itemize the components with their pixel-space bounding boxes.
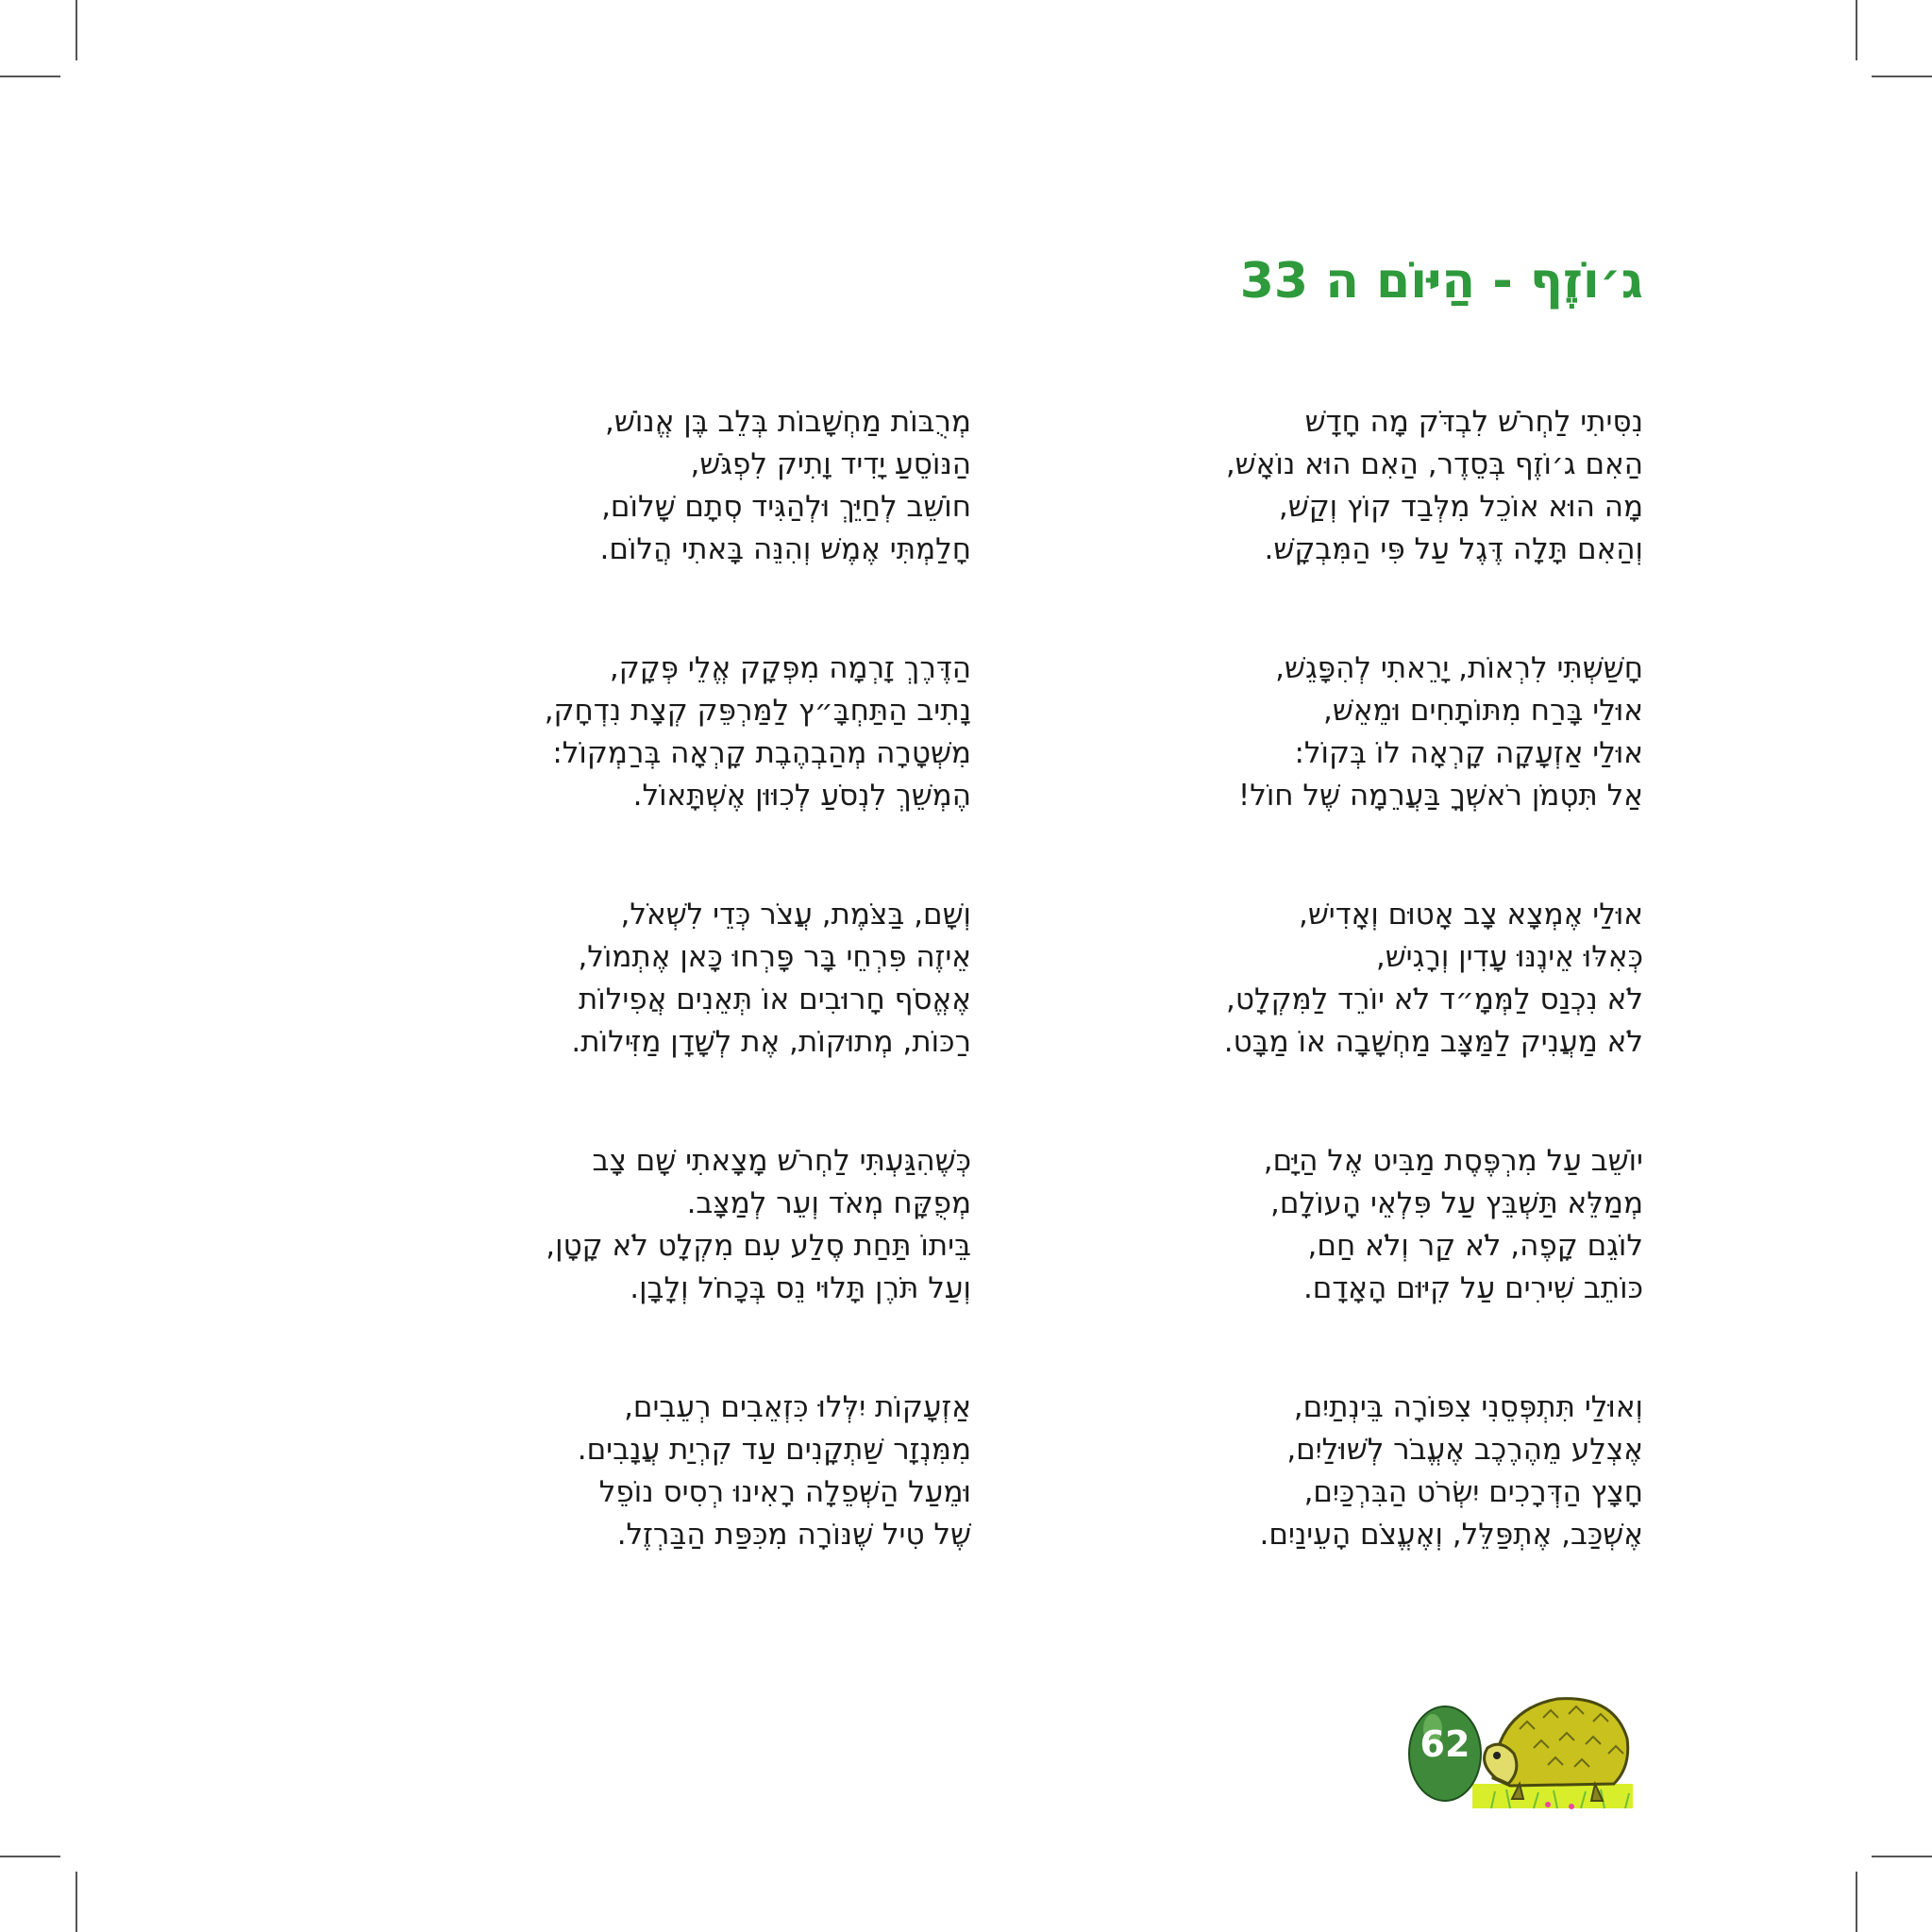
stanza: [1115, 401, 1643, 571]
poem-line: הֶמְשֵׁךְ לִנְסֹעַ לְכִוּוּן אֶשְׁתָּאוֹל.: [632, 779, 971, 813]
poem-line: נִסִּיתִי לַחְרֹשׁ לִבְדֹּק מָה חָדָשׁ: [1304, 405, 1643, 439]
stanza: [443, 647, 971, 817]
poem-line: אוּלַי אַזְעָקָה קָרְאָה לוֹ בְּקוֹל:: [1294, 736, 1643, 770]
poem-line: אֵיזֶה פִּרְחֵי בָּר פָּרְחוּ כָּאן אֶתְמוֹל,: [578, 940, 971, 974]
crop-mark: [1856, 1872, 1857, 1932]
poem-line: חָשַׁשְׁתִּי לִרְאוֹת, יָרֵאתִי לְהִפָּגֵשׁ,: [1275, 651, 1643, 685]
poem-line: מִמִּנְזָר שַׁתְקָנִים עַד קִרְיַת עֲנָבִים.: [577, 1433, 971, 1467]
poem-line: מְרֻבּוֹת מַחְשָׁבוֹת בְּלֵב בֶּן אֱנוֹשׁ,: [605, 405, 971, 439]
poem-line: אֶצְלַע מֵהֶרֶכֶב אֶעֱבֹר לְשׁוּלַיִם,: [1286, 1433, 1643, 1467]
poem-line: אֶאֱסֹף חָרוּבִים אוֹ תְּאֵנִים אֲפִילוֹת: [578, 983, 971, 1016]
poem-line: לוֹגֵם קָפֶה, לֹא קַר וְלֹא חַם,: [1307, 1229, 1643, 1263]
poem-line: חוֹשֵׁב לְחַיֵּךְ וּלְהַגִּיד סְתָם שָׁלוֹם,: [601, 490, 971, 524]
crop-mark: [1872, 76, 1932, 77]
poem-line: לֹא מַעֲנִיק לַמַּצָּב מַחְשָׁבָה אוֹ מַבָּט.: [1223, 1025, 1643, 1059]
poem-line: אוּלַי בָּרַח מִתּוֹתָחִים וּמֵאֵשׁ,: [1322, 694, 1643, 728]
poem-line: כְּאִלּוּ אֵינֶנּוּ עָדִין וְרָגִישׁ,: [1375, 940, 1643, 974]
poem-line: מְפֻקָּח מְאֹד וְעֵר לְמַצָּב.: [686, 1186, 971, 1220]
poem-line: אוּלַי אֶמְצָא צָב אָטוּם וְאָדִישׁ,: [1298, 898, 1643, 932]
crop-mark: [76, 0, 77, 60]
poem-line: וְשָׁם, בַּצֹּמֶת, עֲצֹר כְּדֵי לִשְׁאֹל,: [620, 898, 971, 932]
stanza: [443, 1140, 971, 1310]
stanza: [443, 1386, 971, 1556]
stanza: [1115, 894, 1643, 1064]
poem-line: כּוֹתֵב שִׁירִים עַל קִיּוּם הָאָדָם.: [1302, 1271, 1643, 1305]
poem-line: הַאִם ג׳וֹזֶף בְּסֵדֶר, הַאִם הוּא נוֹאָשׁ,: [1225, 447, 1643, 481]
poem-line: בֵּיתוֹ תַּחַת סֶלַע עִם מִקְלָט לֹא קָטָן,: [546, 1229, 971, 1263]
poem-line: הַנּוֹסֵעַ יָדִיד וָתִיק לִפְגֹּשׁ,: [690, 447, 971, 481]
poem-line: מְמַלֵּא תַּשְׁבֵּץ עַל פִּלְאֵי הָעוֹלָם,: [1270, 1186, 1643, 1220]
poem-column-left: [443, 401, 971, 1556]
poem-line: שֶׁל טִיל שֶׁנּוֹרָה מִכִּפַּת הַבַּרְזֶל.: [616, 1518, 971, 1552]
crop-mark: [0, 76, 60, 77]
poem-line: אַזְעָקוֹת יִלְּלוּ כִּזְאֵבִים רְעֵבִים,: [624, 1390, 971, 1424]
poem-line: וְעַל תֹּרֶן תָּלוּי נֵס בְּכָחֹל וְלָבָן.: [630, 1271, 971, 1305]
poem-column-right: [1115, 401, 1643, 1556]
crop-mark: [76, 1872, 77, 1932]
poem-line: וְאוּלַי תִּתְפְּסֵנִי צִפּוֹרָה בֵּינְתַיִם,: [1293, 1390, 1643, 1424]
poem-line: נָתִיב הַתַּחְבָּ״ץ לַמַּרְפֵּק קְצָת נִדְחָק,: [544, 694, 971, 728]
poem-line: הַדֶּרֶךְ זָרְמָה מִפְּקָק אֱלֵי פְּקָק,: [609, 651, 971, 685]
poem-line: אֶשְׁכַּב, אֶתְפַּלֵּל, וְאֶעֱצֹם הָעֵינַיִם.: [1259, 1518, 1643, 1552]
stanza: [1115, 1140, 1643, 1310]
poem-line: אַל תִּטְמֹן רֹאשְׁךָ בַּעֲרֵמָה שֶׁל חוֹל!: [1237, 779, 1643, 813]
stanza: [443, 894, 971, 1064]
crop-mark: [1872, 1856, 1932, 1857]
poem-line: לֹא נִכְנַס לַמְּמָ״ד לֹא יוֹרֵד לַמִּקְלָט,: [1226, 983, 1643, 1016]
poem-line: יוֹשֵׁב עַל מִרְפֶּסֶת מַבִּיט אֶל הַיָּם,: [1263, 1144, 1643, 1178]
poem-line: וְהַאִם תָּלָה דֶּגֶל עַל פִּי הַמִּבְקָשׁ.: [1264, 532, 1643, 566]
poem-line: חָלַמְתִּי אֶמֶשׁ וְהִנֵּה בָּאתִי הֲלוֹם.: [599, 532, 971, 566]
poem-line: מִשְׁטָרָה מְהַבְהֶבֶת קָרְאָה בְּרַמְקוֹל:: [552, 736, 971, 770]
poem-line: רַכּוֹת, מְתוּקוֹת, אֶת לְשָׁדָן מַזִּילוֹת.: [571, 1025, 971, 1059]
poem-line: מָה הוּא אוֹכֵל מִלְּבַד קוֹץ וְקַשׁ,: [1278, 490, 1643, 524]
poem-line: וּמֵעַל הַשְּׁפֵלָה רָאִינוּ רְסִיס נוֹפֵל: [598, 1475, 971, 1509]
page-title: ג׳וֹזֶף - הַיּוֹם ה 33: [1239, 253, 1643, 310]
poem-line: כְּשֶׁהִגַּעְתִּי לַחְרֹשׁ מָצָאתִי שָׁם צָב: [592, 1144, 971, 1178]
crop-mark: [1856, 0, 1857, 60]
stanza: [1115, 647, 1643, 817]
stanza: [1115, 1386, 1643, 1556]
page-number: 62: [1420, 1723, 1470, 1765]
poem-line: חָצָץ הַדְּרָכִים יִשְׂרֹט הַבִּרְכַּיִם,: [1303, 1475, 1643, 1509]
stanza: [443, 401, 971, 571]
crop-mark: [0, 1856, 60, 1857]
